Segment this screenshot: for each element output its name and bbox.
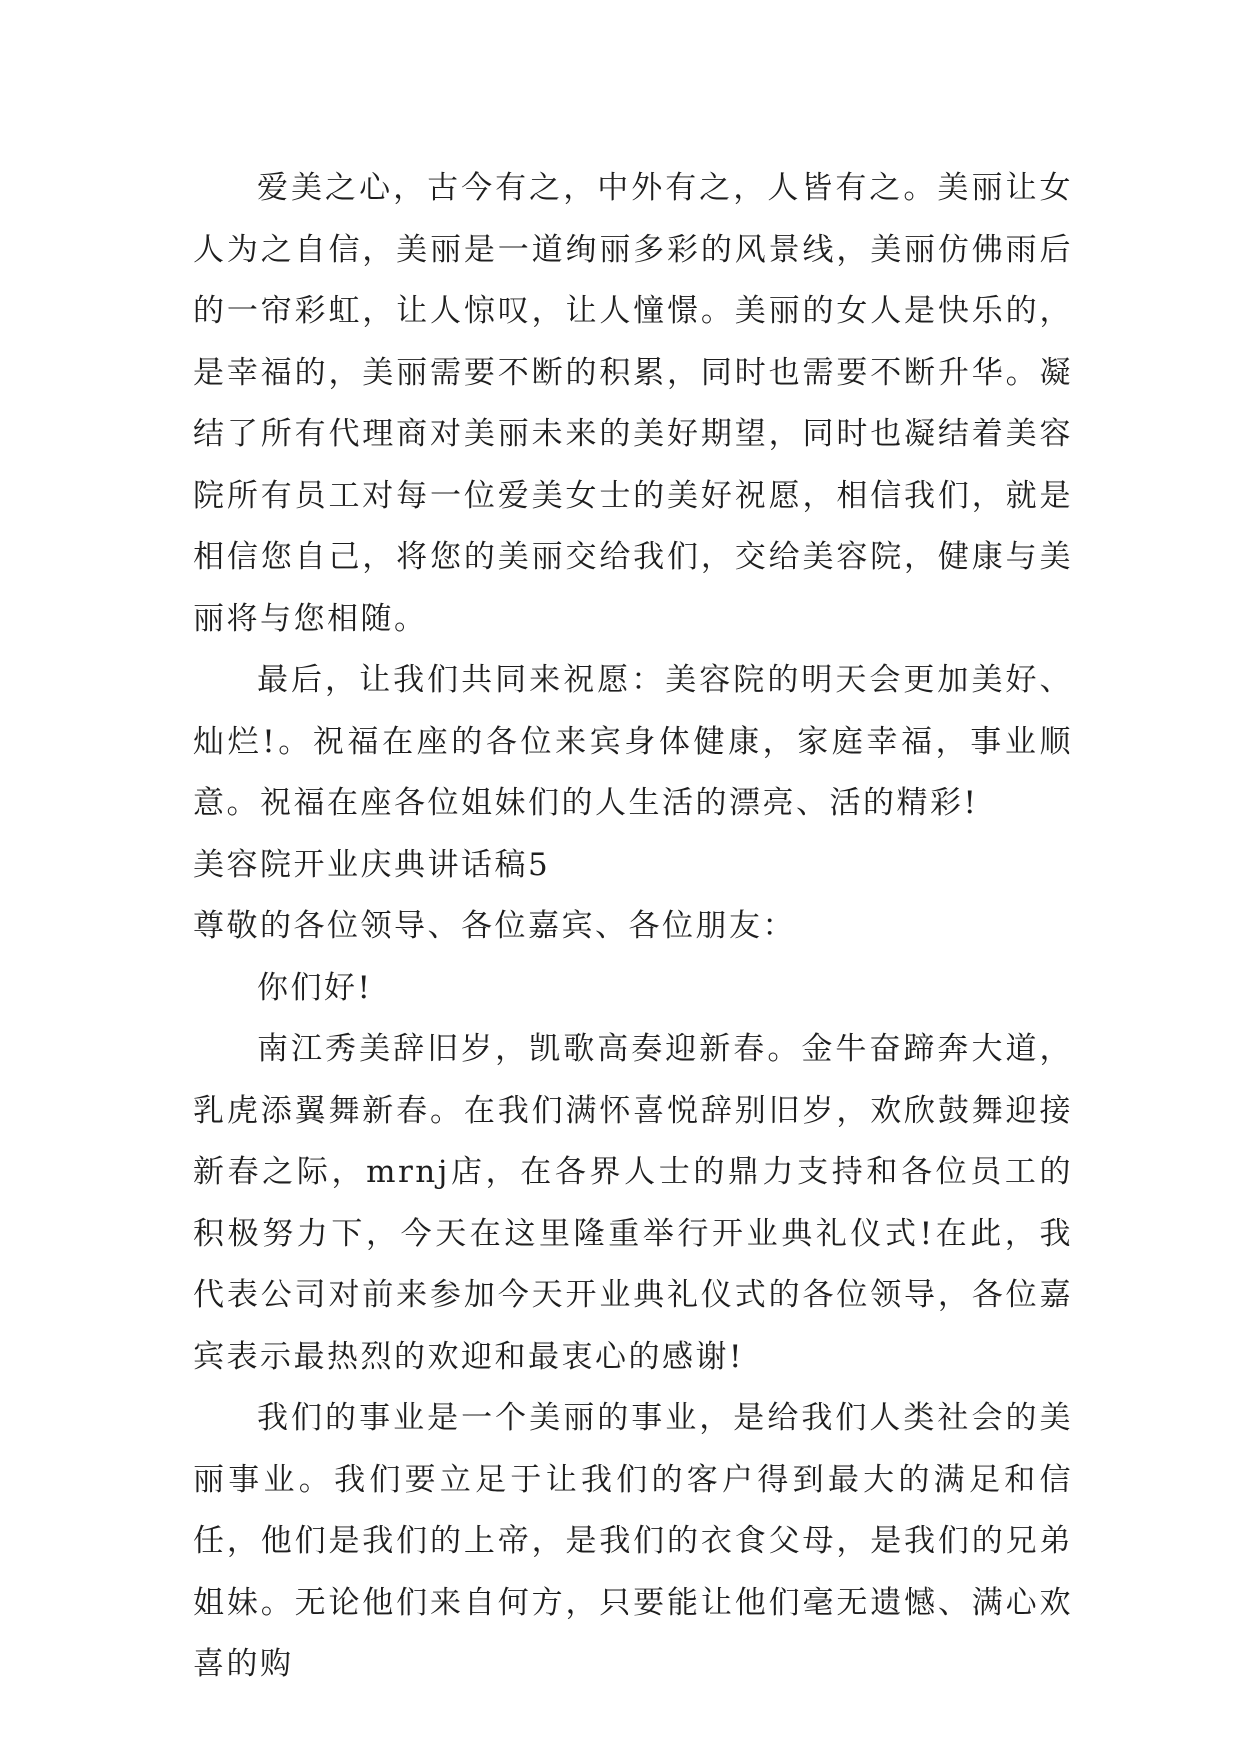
paragraph-beauty: 爱美之心，古今有之，中外有之，人皆有之。美丽让女人为之自信，美丽是一道绚丽多彩的风景线，美丽仿佛雨后的一帘彩虹，让人惊叹，让人憧憬。美丽的女人是快乐的，是幸福的，美丽需要不断的积累，同时也需要不断升华。凝结了所有代理商对美丽未来的美好期望，同时也凝结着美容院所有员工对每一位爱美女士的美好祝愿，相信我们，就是相信您自己，将您的美丽交给我们，交给美容院，健康与美丽将与您相随。: [193, 170, 1073, 637]
paragraph-opening: 南江秀美辞旧岁，凯歌高奏迎新春。金牛奋蹄奔大道，乳虎添翼舞新春。在我们满怀喜悦辞别旧岁，欢欣鼓舞迎接新春之际，mrnj店，在各界人士的鼎力支持和各位员工的积极努力下，今天在这里隆重举行开业典礼仪式!在此，我代表公司对前来参加今天开业典礼仪式的各位领导，各位嘉宾表示最热烈的欢迎和最衷心的感谢!: [193, 1031, 1073, 1375]
paragraph-closing-wishes: 最后，让我们共同来祝愿：美容院的明天会更加美好、灿烂!。祝福在座的各位来宾身体健康，家庭幸福，事业顺意。祝福在座各位姐妹们的人生活的漂亮、活的精彩!: [193, 662, 1073, 821]
section-title: 美容院开业庆典讲话稿5: [193, 846, 551, 883]
salutation: 尊敬的各位领导、各位嘉宾、各位朋友：: [193, 908, 796, 944]
greeting: 你们好!: [257, 969, 373, 1006]
document-body: [193, 158, 1073, 1696]
paragraph-mission: 我们的事业是一个美丽的事业，是给我们人类社会的美丽事业。我们要立足于让我们的客户得到最大的满足和信任，他们是我们的上帝，是我们的衣食父母，是我们的兄弟姐妹。无论他们来自何方，只要能让他们毫无遗憾、满心欢喜的购: [193, 1400, 1073, 1682]
